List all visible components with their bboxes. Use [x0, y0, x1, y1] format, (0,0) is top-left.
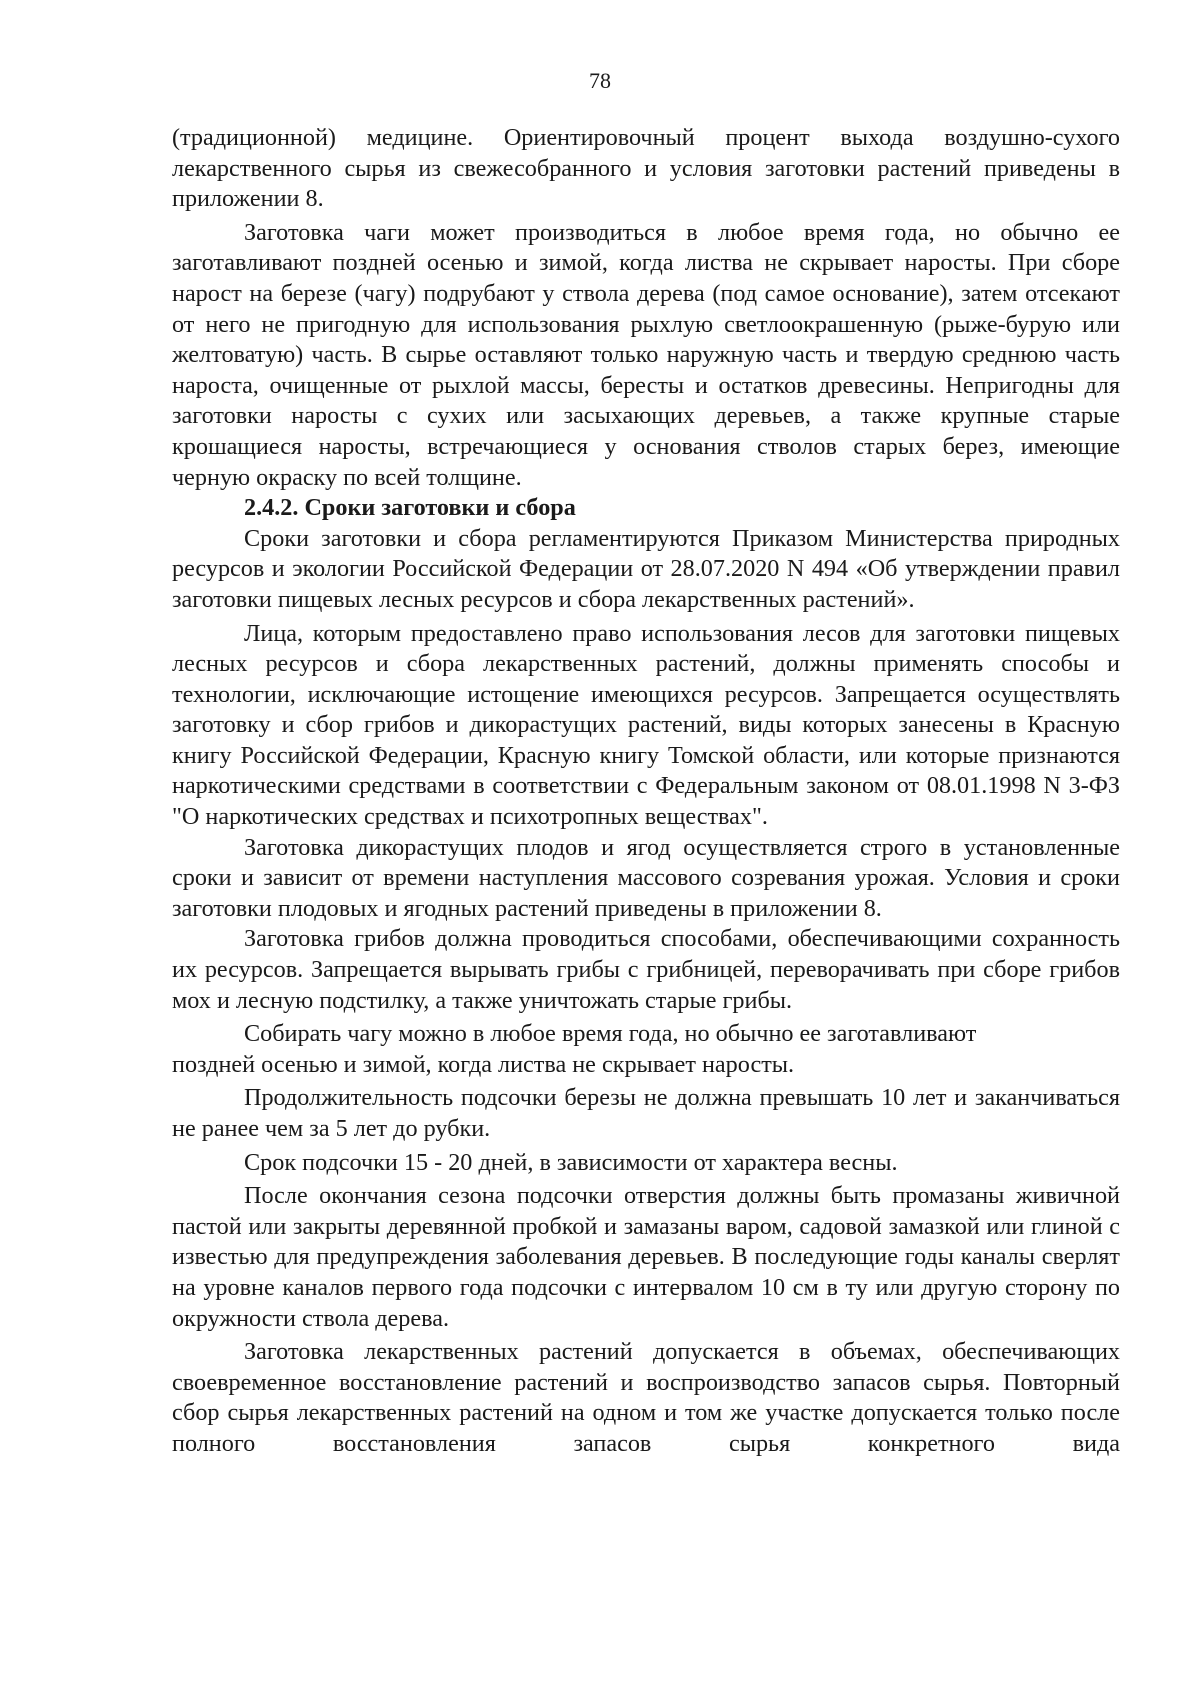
paragraph-tapping-duration: Продолжительность подсочки березы не должна превышать 10 лет и заканчиваться не ранее чем за 5 лет до рубки.: [172, 1084, 1120, 1142]
paragraph-tapping-term: Срок подсочки 15 - 20 дней, в зависимости от характера весны.: [244, 1148, 898, 1176]
paragraph-mushrooms: Заготовка грибов должна проводиться способами, обеспечивающими сохранность их ресурсов. Запрещается вырывать грибы с грибницей, переворачивать при сборе грибов мох и лесную подстилку, а также уничтожать старые грибы.: [172, 925, 1120, 1014]
page-number: 78: [589, 68, 611, 93]
paragraph-chaga-collection-line1: Собирать чагу можно в любое время года, но обычно ее заготавливают: [244, 1020, 977, 1048]
paragraph-chaga-harvesting: Заготовка чаги может производиться в любое время года, но обычно ее заготавливают поздней осенью и зимой, когда листва не скрывает наросты. При сборе нарост на березе (чагу) подрубают у ствола дерева (под самое основание), затем отсекают от него не пригодную для использования рыхлую светлоокрашенную (рыже-бурую или желтоватую) часть. В сырье оставляют только наружную часть и твердую среднюю часть нароста, очищенные от рыхлой массы, бересты и остатков древесины. Непригодны для заготовки наросты с сухих или засыхающих деревьев, а также крупные старые крошащиеся наросты, встречающиеся у основания стволов старых берез, имеющие черную окраску по всей толщине.: [172, 218, 1120, 491]
body-text: [172, 123, 1120, 1460]
section-heading: 2.4.2. Сроки заготовки и сбора: [244, 494, 576, 522]
paragraph-traditional-medicine: (традиционной) медицине. Ориентировочный процент выхода воздушно-сухого лекарственного сырья из свежесобранного и условия заготовки растений приведены в приложении 8.: [172, 124, 1120, 213]
paragraph-chaga-collection-line2: поздней осенью и зимой, когда листва не скрывает наросты.: [172, 1050, 795, 1078]
paragraph-regulation-order: Сроки заготовки и сбора регламентируются Приказом Министерства природных ресурсов и экологии Российской Федерации от 28.07.2020 N 494 «Об утверждении правил заготовки пищевых лесных ресурсов и сбора лекарственных растений».: [172, 524, 1120, 613]
paragraph-medicinal-plants: Заготовка лекарственных растений допускается в объемах, обеспечивающих своевременное восстановление растений и воспроизводство запасов сырья. Повторный сбор сырья лекарственных растений на одном и том же участке допускается только после полного восстановления запасов сырья конкретного вида: [172, 1338, 1120, 1457]
paragraph-resource-use: Лица, которым предоставлено право использования лесов для заготовки пищевых лесных ресурсов и сбора лекарственных растений, должны применять способы и технологии, исключающие истощение имеющихся ресурсов. Запрещается осуществлять заготовку и сбор грибов и дикорастущих растений, виды которых занесены в Красную книгу Российской Федерации, Красную книгу Томской области, или которые признаются наркотическими средствами в соответствии с Федеральным законом от 08.01.1998 N 3-ФЗ "О наркотических средствах и психотропных веществах".: [172, 619, 1120, 831]
paragraph-fruits-berries: Заготовка дикорастущих плодов и ягод осуществляется строго в установленные сроки и зависит от времени наступления массового созревания урожая. Условия и сроки заготовки плодовых и ягодных растений приведены в приложении 8.: [172, 833, 1120, 922]
paragraph-after-tapping: После окончания сезона подсочки отверстия должны быть промазаны живичной пастой или закрыты деревянной пробкой и замазаны варом, садовой замазкой или глиной с известью для предупреждения заболевания деревьев. В последующие годы каналы сверлят на уровне каналов первого года подсочки с интервалом 10 см в ту или другую сторону по окружности ствола дерева.: [172, 1182, 1120, 1332]
